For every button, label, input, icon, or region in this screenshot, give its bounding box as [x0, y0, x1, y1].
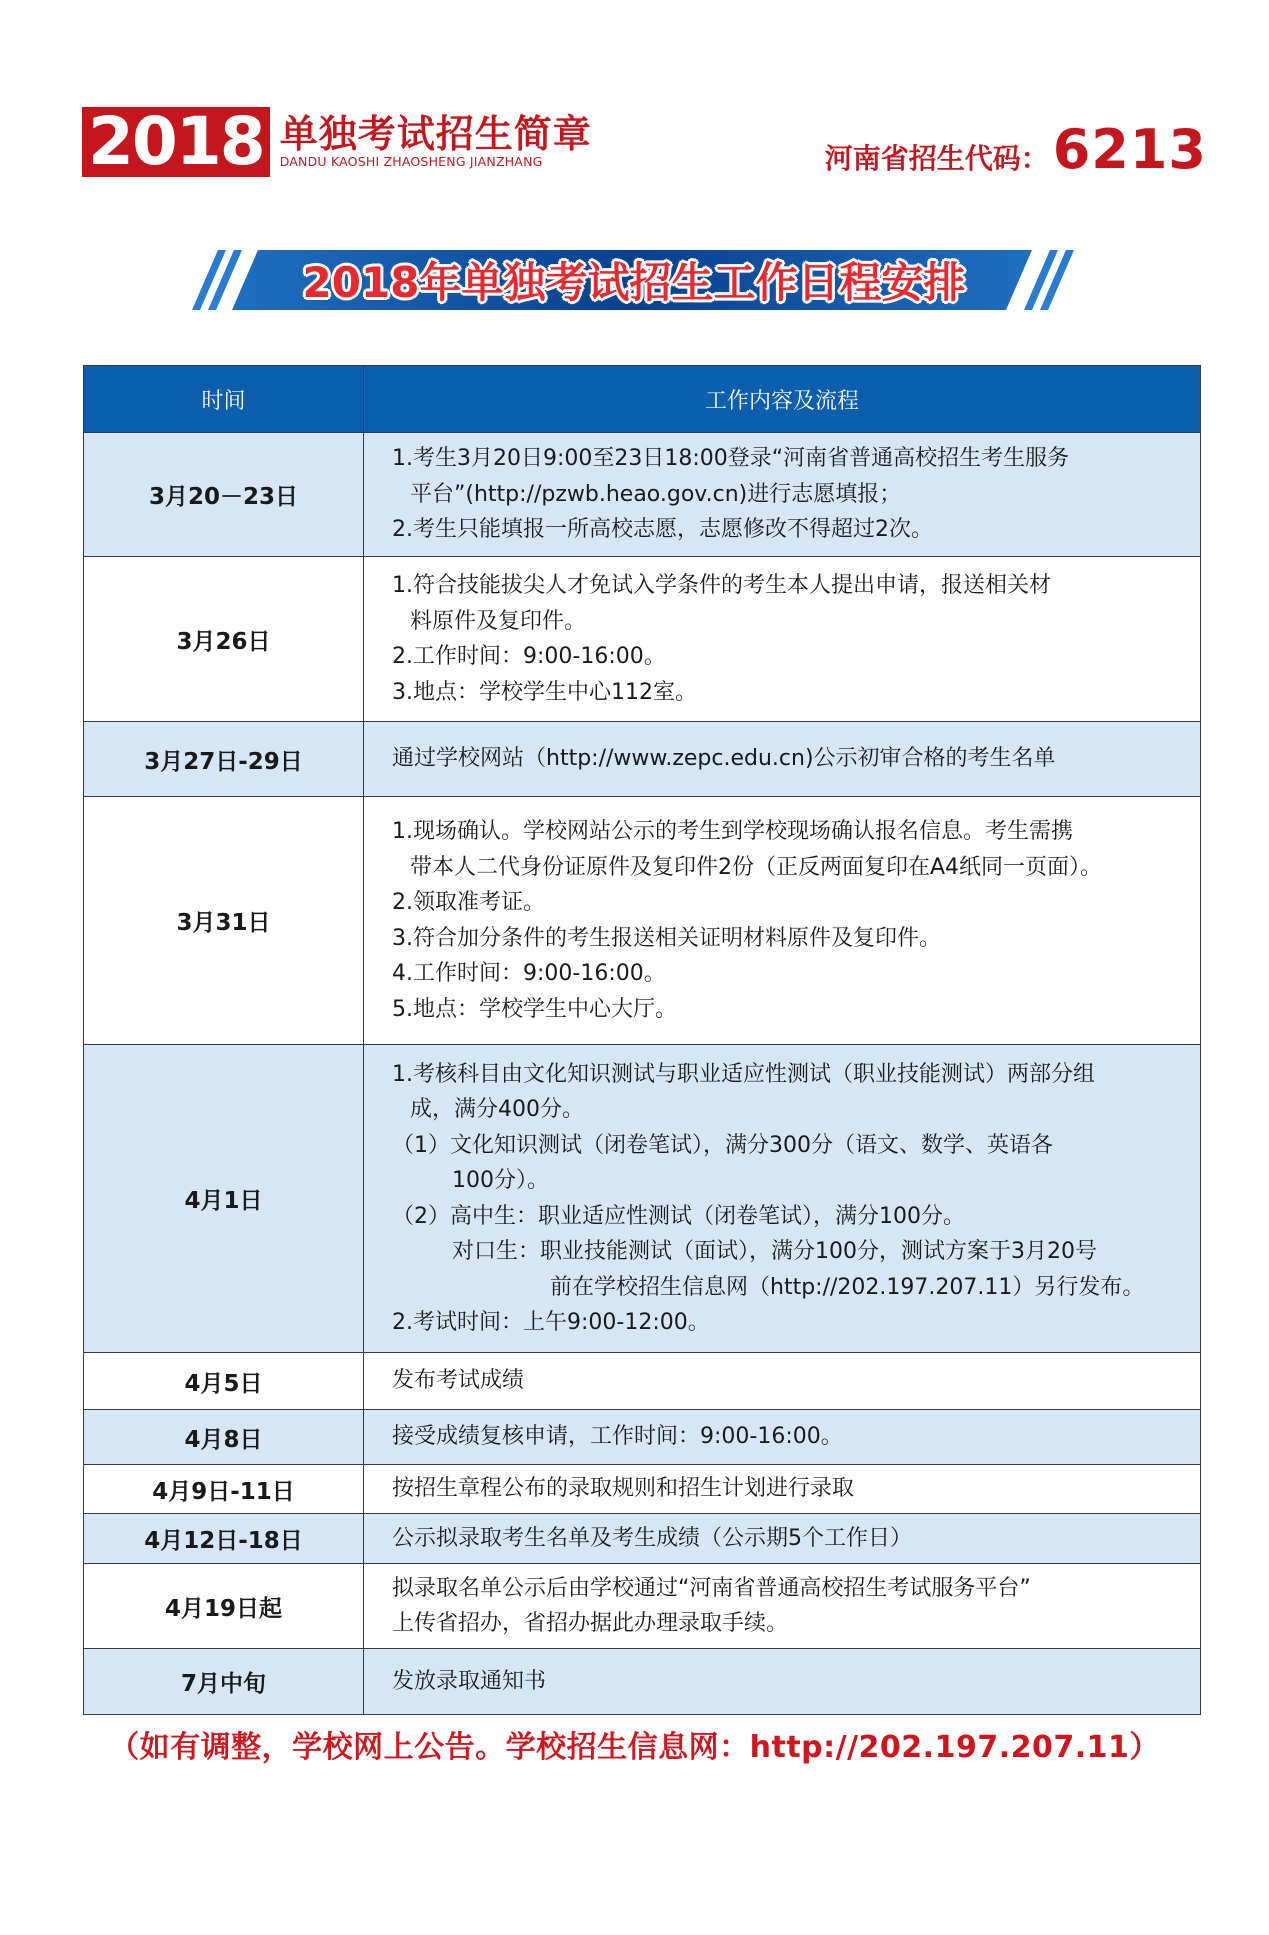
table-row	[84, 1465, 1201, 1514]
header-content: 工作内容及流程	[364, 366, 1201, 433]
content-line: 2.工作时间：9:00-16:00。	[392, 644, 666, 669]
row-content	[364, 1353, 1201, 1410]
enrollment-code-value: 6213	[1052, 118, 1207, 181]
row-content	[364, 1649, 1201, 1715]
content-line: 发放录取通知书	[392, 1668, 547, 1694]
schedule-banner	[184, 248, 1084, 312]
content-line: 1.现场确认。学校网站公示的考生到学校现场确认报名信息。考生需携	[392, 819, 1073, 844]
content-line: 发布考试成绩	[392, 1368, 525, 1394]
table-row	[84, 1045, 1201, 1353]
row-time: 4月8日	[84, 1410, 364, 1465]
content-line: 对口生：职业技能测试（面试），满分100分，测试方案于3月20号	[452, 1239, 1097, 1264]
brand-text	[280, 114, 592, 170]
table-row	[84, 1649, 1201, 1715]
table-row	[84, 1353, 1201, 1410]
content-line: 5.地点：学校学生中心大厅。	[392, 996, 677, 1022]
table-row	[84, 1564, 1201, 1649]
row-content	[364, 797, 1201, 1045]
row-time: 3月20－23日	[84, 433, 364, 557]
content-line: 接受成绩复核申请，工作时间：9:00-16:00。	[392, 1424, 843, 1450]
content-line: 料原件及复印件。	[410, 608, 587, 634]
row-content	[364, 557, 1201, 722]
header-time: 时间	[84, 366, 364, 433]
row-time: 4月5日	[84, 1353, 364, 1410]
row-content	[364, 1410, 1201, 1465]
content-line: 3.地点：学校学生中心112室。	[392, 679, 697, 705]
banner-title: 2018年单独考试招生工作日程安排	[302, 258, 966, 307]
table-header-row	[84, 366, 1201, 433]
table-row	[84, 722, 1201, 797]
table-row	[84, 797, 1201, 1045]
content-line: 4.工作时间：9:00-16:00。	[392, 961, 666, 986]
content-line: 100分）。	[452, 1168, 549, 1193]
brand-title: 单独考试招生简章	[279, 112, 592, 156]
content-line: 按招生章程公布的录取规则和招生计划进行录取	[392, 1476, 855, 1502]
content-line: 1.考生3月20日9:00至23日18:00登录“河南省普通高校招生考生服务	[392, 446, 1070, 472]
row-time: 3月31日	[84, 797, 364, 1045]
table-row	[84, 433, 1201, 557]
table-row	[84, 1410, 1201, 1465]
content-line: 3.符合加分条件的考生报送相关证明材料原件及复印件。	[392, 925, 941, 951]
row-content	[364, 722, 1201, 797]
table-row	[84, 1514, 1201, 1564]
content-line: 成，满分400分。	[410, 1097, 584, 1122]
content-line: 公示拟录取考生名单及考生成绩（公示期5个工作日）	[392, 1525, 912, 1551]
content-line: 平台”(http://pzwb.heao.gov.cn)进行志愿填报；	[410, 481, 902, 507]
enrollment-code	[825, 118, 1207, 181]
row-content	[364, 1564, 1201, 1649]
content-line: 2.考试时间：上午9:00-12:00。	[392, 1310, 710, 1335]
content-line: 2.考生只能填报一所高校志愿，志愿修改不得超过2次。	[392, 517, 933, 543]
row-time: 4月9日-11日	[84, 1465, 364, 1514]
row-time: 3月27日-29日	[84, 722, 364, 797]
content-line: 上传省招办，省招办据此办理录取手续。	[392, 1611, 789, 1636]
row-time: 4月19日起	[84, 1564, 364, 1649]
row-time: 4月12日-18日	[84, 1514, 364, 1564]
content-line: 前在学校招生信息网（http://202.197.207.11）另行发布。	[550, 1274, 1145, 1300]
brand-year: 2018	[82, 107, 270, 177]
content-line: 2.领取准考证。	[392, 890, 545, 915]
table-row	[84, 557, 1201, 722]
brand-logo	[82, 103, 592, 180]
content-line: （2）高中生：职业适应性测试（闭卷笔试），满分100分。	[392, 1203, 965, 1229]
content-line: 1.考核科目由文化知识测试与职业适应性测试（职业技能测试）两部分组	[392, 1061, 1095, 1087]
row-content	[364, 1045, 1201, 1353]
content-line: （1）文化知识测试（闭卷笔试），满分300分（语文、数学、英语各	[392, 1132, 1053, 1158]
content-line: 1.符合技能拔尖人才免试入学条件的考生本人提出申请，报送相关材	[392, 573, 1051, 598]
row-content	[364, 433, 1201, 557]
row-time: 7月中旬	[84, 1649, 364, 1715]
brand-pinyin: DANDU KAOSHI ZHAOSHENG JIANZHANG	[279, 154, 543, 169]
schedule-table	[83, 365, 1201, 1715]
row-content	[364, 1465, 1201, 1514]
content-line: 通过学校网站（http://www.zepc.edu.cn)公示初审合格的考生名单	[392, 746, 1056, 772]
row-time: 3月26日	[84, 557, 364, 722]
row-content	[364, 1514, 1201, 1564]
adjustment-notice: （如有调整，学校网上公告。学校招生信息网：http://202.197.207.11）	[109, 1730, 1160, 1765]
content-line: 带本人二代身份证原件及复印件2份（正反两面复印在A4纸同一页面）。	[410, 854, 1103, 880]
content-line: 拟录取名单公示后由学校通过“河南省普通高校招生考试服务平台”	[392, 1575, 1031, 1601]
row-time: 4月1日	[84, 1045, 364, 1353]
enrollment-code-label: 河南省招生代码：	[824, 142, 1049, 175]
